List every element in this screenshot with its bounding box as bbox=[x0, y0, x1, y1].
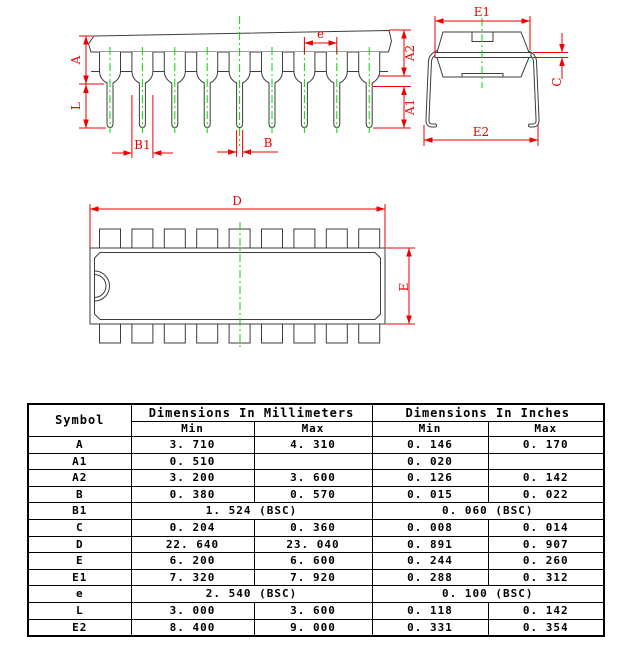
table-cell: 0. 907 bbox=[488, 536, 604, 553]
end-view-body-upper bbox=[437, 32, 529, 53]
table-cell: 0. 060 (BSC) bbox=[372, 503, 604, 520]
header-mm-max: Max bbox=[254, 422, 372, 437]
table-cell: C bbox=[28, 519, 131, 536]
table-cell: 0. 891 bbox=[372, 536, 488, 553]
table-cell: 0. 170 bbox=[488, 437, 604, 454]
dim-label-B1: B1 bbox=[134, 138, 151, 152]
table-row bbox=[28, 519, 604, 536]
table-cell: E bbox=[28, 553, 131, 570]
table-cell: 0. 118 bbox=[372, 602, 488, 619]
table-cell bbox=[254, 453, 372, 470]
table-cell: B bbox=[28, 486, 131, 503]
end-view bbox=[424, 5, 568, 146]
table-cell: 0. 331 bbox=[372, 619, 488, 636]
table-cell: D bbox=[28, 536, 131, 553]
dim-label-D: D bbox=[232, 194, 242, 208]
table-cell: 3. 200 bbox=[131, 470, 254, 487]
table-cell: 1. 524 (BSC) bbox=[131, 503, 372, 520]
table-cell: 0. 354 bbox=[488, 619, 604, 636]
table-cell: 0. 014 bbox=[488, 519, 604, 536]
header-mm: Dimensions In Millimeters bbox=[131, 404, 372, 422]
table-cell: 0. 008 bbox=[372, 519, 488, 536]
table-cell: 23. 040 bbox=[254, 536, 372, 553]
table-cell: 0. 126 bbox=[372, 470, 488, 487]
table-cell: 0. 142 bbox=[488, 470, 604, 487]
table-row bbox=[28, 586, 604, 603]
header-symbol: Symbol bbox=[28, 404, 131, 437]
table-cell: e bbox=[28, 586, 131, 603]
header-in-max: Max bbox=[488, 422, 604, 437]
table-cell: 0. 015 bbox=[372, 486, 488, 503]
table-row bbox=[28, 553, 604, 570]
table-cell: 7. 320 bbox=[131, 569, 254, 586]
dim-label-A: A bbox=[69, 55, 83, 65]
table-row bbox=[28, 503, 604, 520]
dim-label-A2: A2 bbox=[403, 44, 417, 62]
end-view-leadframe-band bbox=[435, 53, 531, 58]
dim-label-C: C bbox=[550, 77, 564, 87]
dim-label-e: e bbox=[317, 27, 325, 41]
table-cell: A2 bbox=[28, 470, 131, 487]
table-cell: 6. 200 bbox=[131, 553, 254, 570]
header-inch: Dimensions In Inches bbox=[372, 404, 604, 422]
dim-label-E1: E1 bbox=[473, 5, 491, 19]
end-view-bottom-slot bbox=[462, 74, 503, 78]
table-cell: 9. 000 bbox=[254, 619, 372, 636]
table-cell bbox=[488, 453, 604, 470]
dim-label-E2: E2 bbox=[472, 125, 490, 139]
table-cell: 0. 020 bbox=[372, 453, 488, 470]
table-row bbox=[28, 486, 604, 503]
table-row bbox=[28, 619, 604, 636]
table-cell: 7. 920 bbox=[254, 569, 372, 586]
table-cell: 3. 000 bbox=[131, 602, 254, 619]
table-cell: 0. 360 bbox=[254, 519, 372, 536]
table-cell: L bbox=[28, 602, 131, 619]
table-row bbox=[28, 453, 604, 470]
table-cell: 0. 288 bbox=[372, 569, 488, 586]
header-mm-min: Min bbox=[131, 422, 254, 437]
table-cell: 8. 400 bbox=[131, 619, 254, 636]
table-cell: 0. 510 bbox=[131, 453, 254, 470]
table-cell: 0. 204 bbox=[131, 519, 254, 536]
side-view bbox=[69, 16, 417, 158]
top-view-body bbox=[90, 248, 385, 324]
table-cell: 0. 146 bbox=[372, 437, 488, 454]
dimensions-table bbox=[27, 403, 605, 637]
table-cell: 22. 640 bbox=[131, 536, 254, 553]
table-cell: 0. 142 bbox=[488, 602, 604, 619]
table-cell: 0. 260 bbox=[488, 553, 604, 570]
table-cell: 0. 312 bbox=[488, 569, 604, 586]
table-cell: 3. 600 bbox=[254, 470, 372, 487]
table-row bbox=[28, 536, 604, 553]
table-cell: 3. 600 bbox=[254, 602, 372, 619]
table-cell: E2 bbox=[28, 619, 131, 636]
header-in-min: Min bbox=[372, 422, 488, 437]
dim-label-B: B bbox=[263, 136, 273, 150]
table-cell: B1 bbox=[28, 503, 131, 520]
table-row bbox=[28, 470, 604, 487]
table-cell: 2. 540 (BSC) bbox=[131, 586, 372, 603]
table-cell: 0. 022 bbox=[488, 486, 604, 503]
table-row bbox=[28, 569, 604, 586]
table-cell: 0. 100 (BSC) bbox=[372, 586, 604, 603]
dim-label-L: L bbox=[69, 102, 83, 110]
table-cell: 4. 310 bbox=[254, 437, 372, 454]
table-cell: A bbox=[28, 437, 131, 454]
dim-label-A1: A1 bbox=[403, 98, 417, 116]
table-row bbox=[28, 602, 604, 619]
table-header-row-1 bbox=[28, 404, 604, 422]
table-cell: 3. 710 bbox=[131, 437, 254, 454]
table-row bbox=[28, 437, 604, 454]
table-cell: 0. 570 bbox=[254, 486, 372, 503]
dim-label-E: E bbox=[397, 282, 411, 292]
table-cell: 6. 600 bbox=[254, 553, 372, 570]
top-view bbox=[90, 194, 415, 350]
table-cell: 0. 380 bbox=[131, 486, 254, 503]
table-cell: 0. 244 bbox=[372, 553, 488, 570]
table-cell: E1 bbox=[28, 569, 131, 586]
table-cell: A1 bbox=[28, 453, 131, 470]
